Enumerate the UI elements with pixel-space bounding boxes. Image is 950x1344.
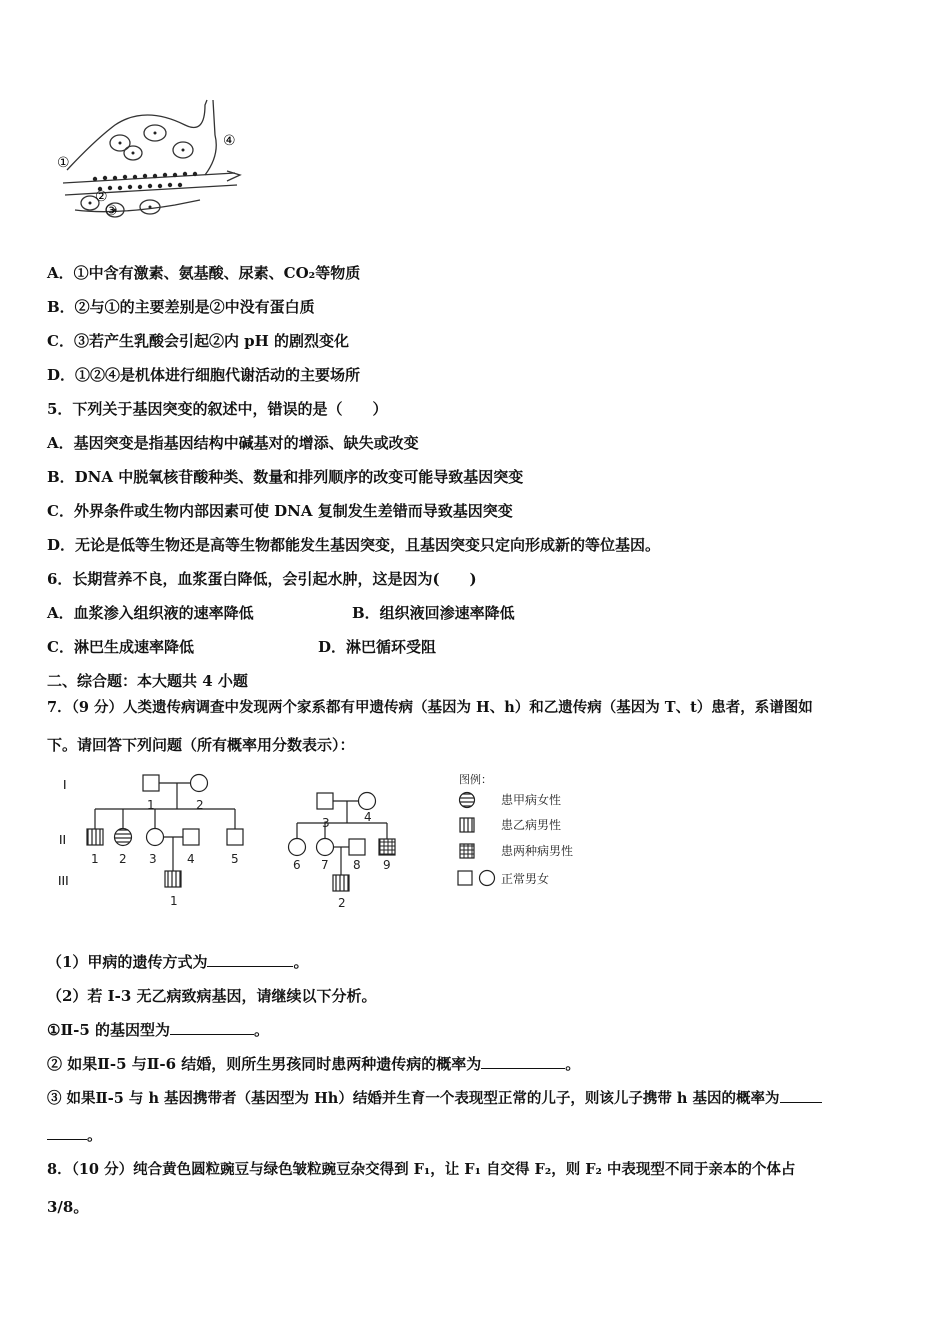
section-heading: 二、综合题：本大题共 4 小题	[47, 672, 248, 690]
q7-stem-line1: 7．（9 分）人类遗传病调查中发现两个家系都有甲遗传病（基因为 H、h）和乙遗传病（基因为 T、t）患者，系谱图如	[47, 699, 813, 716]
q7-part2: （2）若 I-3 无乙病致病基因，请继续以下分析。	[47, 987, 377, 1005]
q7-part1	[47, 951, 308, 972]
q7-stem-line2: 下。请回答下列问题（所有概率用分数表示）：	[47, 736, 355, 754]
gen-label-III: III	[58, 874, 69, 888]
q7-part3-text: ①Ⅱ-5 的基因型为	[47, 1021, 170, 1039]
answer-blank	[780, 1088, 822, 1103]
q4-option-c: C．③若产生乳酸会引起②内 pH 的剧烈变化	[47, 332, 350, 350]
q5-option-a: A．基因突变是指基因结构中碱基对的增添、缺失或改变	[47, 434, 419, 452]
fam2-g1-3: 3	[322, 816, 330, 830]
q4-option-b: B．②与①的主要差别是②中没有蛋白质	[47, 298, 315, 316]
q7-part4	[47, 1053, 580, 1074]
pedigree-chart	[55, 765, 615, 915]
q5-option-c: C．外界条件或生物内部因素可使 DNA 复制发生差错而导致基因突变	[47, 502, 513, 520]
label-2: ②	[95, 189, 108, 205]
q6-option-d: D．淋巴循环受阻	[318, 638, 437, 656]
q7-part4-text: ② 如果Ⅱ-5 与Ⅱ-6 结婚，则所生男孩同时患两种遗传病的概率为	[47, 1055, 482, 1073]
fam1-g2-5: 5	[231, 852, 239, 866]
q7-part3-end: 。	[253, 1021, 269, 1039]
q5-option-b: B．DNA 中脱氧核苷酸种类、数量和排列顺序的改变可能导致基因突变	[47, 468, 524, 486]
legend-item-2: 患乙病男性	[501, 818, 562, 832]
q6-option-b: B．组织液回渗速率降低	[352, 604, 515, 622]
fam1-g2-1: 1	[91, 852, 99, 866]
q4-option-d: D．①②④是机体进行细胞代谢活动的主要场所	[47, 366, 361, 384]
fam1-g2-3: 3	[149, 852, 157, 866]
fam2-g2-8: 8	[353, 858, 361, 872]
legend-item-1: 患甲病女性	[501, 793, 562, 807]
fam2-g2-9: 9	[383, 858, 391, 872]
gen-label-I: I	[63, 778, 67, 792]
fam1-g2-2: 2	[119, 852, 127, 866]
fam1-g3-1: 1	[170, 894, 178, 908]
fam2-g2-6: 6	[293, 858, 301, 872]
label-4: ④	[223, 133, 236, 149]
q7-part1-end: 。	[293, 953, 309, 971]
legend-item-3: 患两种病男性	[501, 844, 574, 858]
answer-blank	[481, 1054, 565, 1069]
label-1: ①	[57, 155, 70, 171]
q8-stem-line2: 3/8。	[47, 1198, 89, 1216]
q7-part5-cont	[47, 1124, 102, 1145]
q5-stem: 5．下列关于基因突变的叙述中，错误的是（ ）	[47, 400, 388, 418]
q7-part5-end: 。	[87, 1126, 103, 1144]
legend-title: 图例：	[459, 773, 492, 786]
q7-part3	[47, 1019, 269, 1040]
q7-part5	[47, 1087, 822, 1108]
fam1-g2-4: 4	[187, 852, 195, 866]
q6-option-a: A．血浆渗入组织液的速率降低	[47, 604, 254, 622]
q7-part4-end: 。	[565, 1055, 581, 1073]
q6-option-c: C．淋巴生成速率降低	[47, 638, 194, 656]
tissue-fluid-diagram	[55, 95, 255, 225]
answer-blank	[47, 1125, 87, 1140]
q7-part1-text: （1）甲病的遗传方式为	[47, 953, 208, 971]
legend-item-4: 正常男女	[501, 872, 550, 886]
fam1-g1-1: 1	[147, 798, 155, 812]
q7-part5-text: ③ 如果Ⅱ-5 与 h 基因携带者（基因型为 Hh）结婚并生育一个表现型正常的儿子，则该儿子携带 h 基因的概率为	[47, 1090, 780, 1107]
fam2-g1-4: 4	[364, 810, 372, 824]
fam2-g2-7: 7	[321, 858, 329, 872]
q8-stem-line1: 8．（10 分）纯合黄色圆粒豌豆与绿色皱粒豌豆杂交得到 F₁，让 F₁ 自交得 F₂，则 F₂ 中表现型不同于亲本的个体占	[47, 1161, 796, 1178]
answer-blank	[207, 952, 293, 967]
fam2-g3-2: 2	[338, 896, 346, 910]
q6-stem: 6．长期营养不良，血浆蛋白降低，会引起水肿，这是因为( )	[47, 570, 477, 588]
q4-option-a: A．①中含有激素、氨基酸、尿素、CO₂等物质	[47, 264, 361, 282]
answer-blank	[170, 1020, 254, 1035]
q5-option-d: D．无论是低等生物还是高等生物都能发生基因突变，且基因突变只定向形成新的等位基因。	[47, 536, 661, 554]
gen-label-II: II	[59, 833, 67, 847]
label-3: ③	[105, 203, 118, 219]
fam1-g1-2: 2	[196, 798, 204, 812]
